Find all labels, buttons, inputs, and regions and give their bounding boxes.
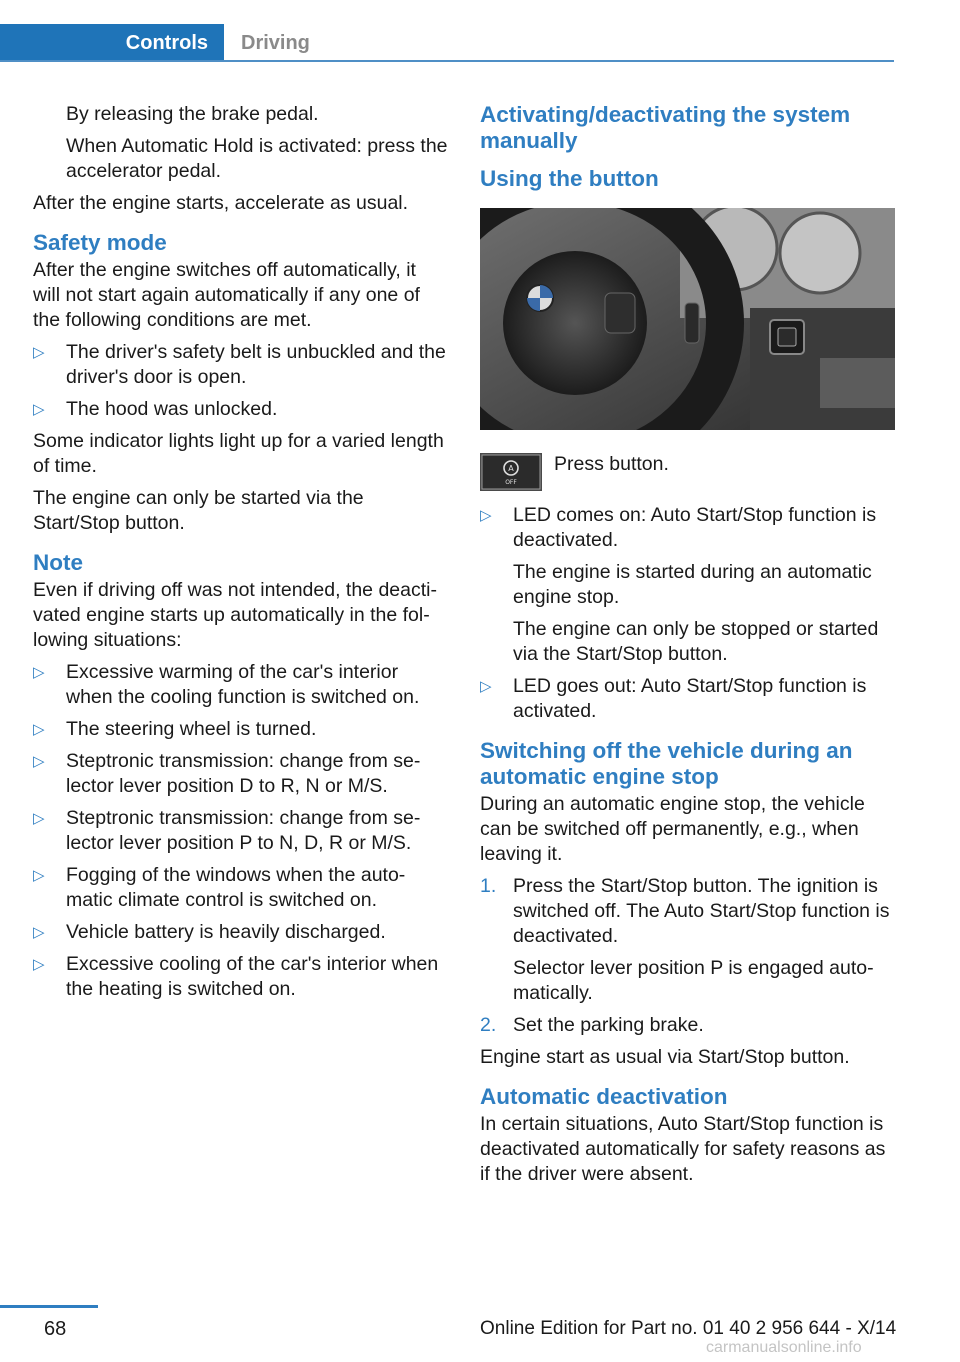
list-item: ▷ The hood was unlocked. xyxy=(33,397,448,422)
heading-activating-manually: Activating/deactivating the system manually xyxy=(480,102,851,153)
paragraph: The engine can only be started via the Start/Stop button. xyxy=(33,487,364,534)
list-subtext: Selector lever position P is engaged auto‐matically. xyxy=(513,957,874,1004)
led-list xyxy=(480,503,894,724)
tab-controls[interactable]: Controls xyxy=(0,24,224,62)
paragraph: Even if driving off was not intended, the deacti‐vated engine starts up automatically in the fol‐lowing situations: xyxy=(33,579,437,651)
list-item: ▷ Excessive warming of the car's interior when the cooling function is switched on. xyxy=(33,660,448,710)
steps-list xyxy=(480,874,894,1038)
footer-divider xyxy=(0,1305,98,1308)
auto-start-stop-off-button-icon xyxy=(480,453,542,491)
list-item: ▷ Excessive cooling of the car's interior when the heating is switched on. xyxy=(33,952,448,1002)
step-number: 2. xyxy=(480,1014,497,1036)
list-item xyxy=(480,503,894,667)
paragraph: When Automatic Hold is activated: press the accelerator pedal. xyxy=(66,135,448,182)
list-subtext: The engine can only be stopped or started via the Start/Stop button. xyxy=(513,618,879,665)
list-item-text: Press the Start/Stop button. The ignition is switched off. The Auto Start/Stop function is deactivated. xyxy=(513,875,890,947)
heading-note: Note xyxy=(33,550,83,575)
list-item xyxy=(480,1013,894,1038)
list-item xyxy=(480,874,894,1006)
paragraph: After the engine starts, accelerate as usual. xyxy=(33,192,409,214)
header-divider xyxy=(0,60,894,62)
list-item: ▷ Vehicle battery is heavily discharged. xyxy=(33,920,448,945)
paragraph: Press button. xyxy=(554,453,669,475)
left-column xyxy=(33,102,448,1009)
heading-automatic-deactivation: Automatic deactivation xyxy=(480,1084,728,1109)
list-item: ▷ Steptronic transmission: change from se‐lector lever position P to N, D, R or M/S. xyxy=(33,806,448,856)
heading-using-button: Using the button xyxy=(480,166,659,191)
paragraph: During an automatic engine stop, the vehicle can be switched off permanently, e.g., when leaving it. xyxy=(480,793,865,865)
paragraph: Some indicator lights light up for a varied length of time. xyxy=(33,430,444,477)
list-item: ▷ Fogging of the windows when the auto‐matic climate control is switched on. xyxy=(33,863,448,913)
steering-wheel-photo xyxy=(480,208,895,430)
tab-driving[interactable]: Driving xyxy=(241,31,310,54)
list-item: ▷ LED goes out: Auto Start/Stop function is activated. xyxy=(480,674,894,724)
list-subtext: The engine is started during an automatic engine stop. xyxy=(513,561,872,608)
list-item: ▷ Steptronic transmission: change from se‐lector lever position D to R, N or M/S. xyxy=(33,749,448,799)
step-number: 1. xyxy=(480,875,497,897)
edition-note: Online Edition for Part no. 01 40 2 956 644 - X/14 xyxy=(480,1318,897,1339)
list-item: ▷ The steering wheel is turned. xyxy=(33,717,448,742)
paragraph: By releasing the brake pedal. xyxy=(66,103,319,125)
watermark: carmanualsonline.info xyxy=(706,1339,862,1356)
svg-text:OFF: OFF xyxy=(505,479,517,486)
safety-list xyxy=(33,340,448,422)
paragraph: Engine start as usual via Start/Stop button. xyxy=(480,1046,850,1068)
paragraph: After the engine switches off automatically, it will not start again automatically if any one of the following conditions are met. xyxy=(33,259,420,331)
press-button-row xyxy=(480,453,894,491)
heading-switching-off: Switching off the vehicle during an automatic engine stop xyxy=(480,738,853,789)
list-item-text: Set the parking brake. xyxy=(513,1014,704,1036)
note-list xyxy=(33,660,448,1002)
page-number: 68 xyxy=(44,1318,67,1340)
list-item: ▷ The driver's safety belt is unbuckled and the driver's door is open. xyxy=(33,340,448,390)
page-header xyxy=(0,0,960,62)
right-column xyxy=(480,102,894,1194)
paragraph: In certain situations, Auto Start/Stop function is deactivated automatically for safety reasons as if the driver were absent. xyxy=(480,1113,886,1185)
list-item-text: LED comes on: Auto Start/Stop function is deactivated. xyxy=(513,504,877,551)
heading-safety-mode: Safety mode xyxy=(33,230,167,255)
svg-text:A: A xyxy=(508,464,514,473)
